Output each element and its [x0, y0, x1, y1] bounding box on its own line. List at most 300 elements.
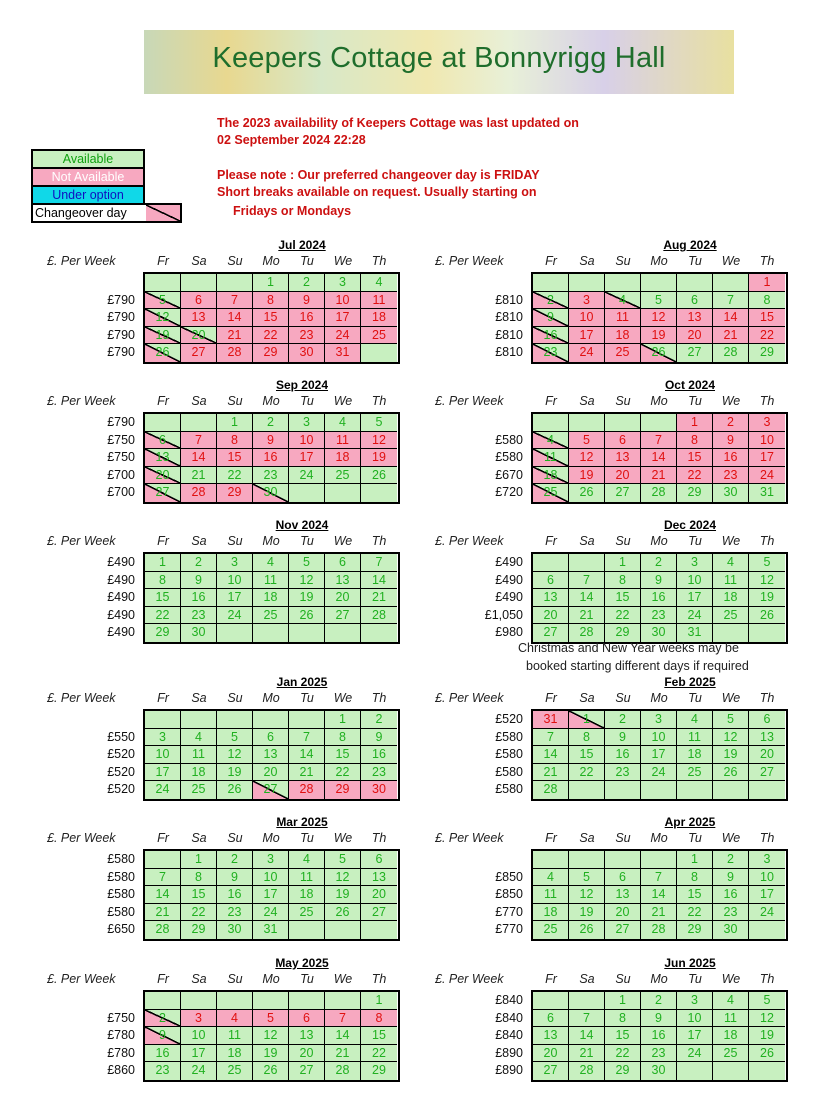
day-cell-empty [533, 554, 569, 572]
day-cell-available: 14 [641, 886, 677, 904]
day-column-header: Su [227, 831, 243, 845]
update-notice-line2: 02 September 2024 22:28 [217, 133, 366, 147]
day-cell-not-available: 25 [605, 344, 641, 362]
day-cell-not-available: 31 [325, 344, 361, 362]
day-cell-available: 18 [533, 904, 569, 922]
day-cell-empty [713, 624, 749, 642]
day-cell-available: 19 [253, 1045, 289, 1063]
weekly-price: £580 [495, 764, 523, 779]
week-row [145, 1045, 398, 1063]
week-row [145, 292, 398, 310]
day-cell-available: 16 [361, 746, 397, 764]
day-cell-available: 3 [253, 851, 289, 869]
day-cell-not-available: 15 [253, 309, 289, 327]
day-column-header: Mo [650, 831, 668, 845]
month-title-text: Apr 2025 [664, 815, 716, 829]
day-cell-not-available: 8 [361, 1010, 397, 1028]
month-day-grid [531, 849, 788, 941]
day-cell-available: 3 [641, 711, 677, 729]
day-cell-available: 13 [289, 1027, 325, 1045]
day-cell-empty [569, 414, 605, 432]
day-cell-empty [289, 711, 325, 729]
week-row [145, 484, 398, 502]
day-cell-changeover: 30 [253, 484, 289, 502]
day-column-header: We [333, 394, 353, 408]
day-cell-empty [325, 992, 361, 1010]
day-cell-available: 23 [217, 904, 253, 922]
day-cell-not-available: 8 [253, 292, 289, 310]
day-cell-available: 22 [325, 764, 361, 782]
day-cell-empty [253, 992, 289, 1010]
legend-under-option: Under option [31, 185, 145, 203]
day-cell-available: 25 [677, 764, 713, 782]
day-column-header: Th [371, 831, 387, 845]
weekly-price-column [31, 274, 135, 362]
day-cell-available: 22 [145, 607, 181, 625]
week-row [533, 992, 786, 1010]
day-cell-empty [217, 624, 253, 642]
month-calendar [419, 378, 789, 518]
day-cell-empty [361, 624, 397, 642]
weekly-price: £520 [495, 712, 523, 726]
weekly-price: £580 [495, 432, 523, 447]
day-cell-not-available: 3 [181, 1010, 217, 1028]
day-cell-changeover: 9 [145, 1027, 181, 1045]
day-cell-not-available: 1 [749, 274, 785, 292]
day-cell-available: 26 [749, 607, 785, 625]
day-column-header: Mo [262, 691, 280, 705]
day-column-header: Su [227, 691, 243, 705]
day-cell-changeover: 20 [145, 467, 181, 485]
footnote-line2: booked starting different days if required [526, 659, 749, 673]
day-cell-not-available: 21 [217, 327, 253, 345]
day-cell-available: 11 [533, 886, 569, 904]
day-cell-available: 24 [641, 764, 677, 782]
weekly-price: £890 [495, 1063, 523, 1077]
day-cell-available: 18 [289, 886, 325, 904]
day-cell-not-available: 18 [361, 309, 397, 327]
weekly-price: £790 [107, 327, 135, 342]
week-row [145, 554, 398, 572]
weekly-price: £490 [107, 607, 135, 622]
day-cell-not-available: 19 [361, 449, 397, 467]
day-cell-available: 17 [677, 589, 713, 607]
week-row [145, 607, 398, 625]
day-cell-available: 24 [217, 607, 253, 625]
weekly-price: £840 [495, 1010, 523, 1025]
weekly-price: £810 [495, 345, 523, 359]
weekly-price: £780 [107, 1045, 135, 1060]
day-cell-available: 17 [253, 886, 289, 904]
weekly-price: £860 [107, 1063, 135, 1077]
column-header-row [419, 691, 789, 707]
month-title-text: Dec 2024 [663, 518, 717, 532]
day-column-header: We [333, 972, 353, 986]
day-column-header: We [721, 831, 741, 845]
day-cell-empty [361, 921, 397, 939]
day-cell-available: 11 [289, 869, 325, 887]
day-cell-available: 1 [605, 992, 641, 1010]
week-row [533, 572, 786, 590]
day-cell-not-available: 10 [289, 432, 325, 450]
day-cell-available: 19 [325, 886, 361, 904]
day-cell-available: 19 [713, 746, 749, 764]
day-column-header: Tu [300, 394, 314, 408]
day-cell-available: 13 [605, 886, 641, 904]
price-column-header: £. Per Week [435, 534, 504, 548]
day-cell-available: 26 [253, 1062, 289, 1080]
day-cell-available: 21 [289, 764, 325, 782]
weekly-price: £840 [495, 1028, 523, 1042]
day-cell-available: 1 [325, 711, 361, 729]
day-cell-not-available: 19 [569, 467, 605, 485]
day-cell-available: 26 [361, 467, 397, 485]
day-cell-available: 8 [145, 572, 181, 590]
month-title-text: Jul 2024 [278, 238, 326, 252]
month-day-grid [143, 849, 400, 941]
day-cell-not-available: 14 [641, 449, 677, 467]
day-column-header: Th [759, 254, 775, 268]
day-cell-not-available: 24 [569, 344, 605, 362]
day-column-header: Fr [545, 534, 557, 548]
day-cell-available: 26 [289, 607, 325, 625]
day-cell-available: 17 [145, 764, 181, 782]
day-cell-changeover: 4 [605, 292, 641, 310]
week-row [145, 589, 398, 607]
week-row [533, 467, 786, 485]
legend-changeover [31, 203, 182, 223]
day-cell-changeover: 18 [533, 467, 569, 485]
legend-changeover-swatch [146, 205, 180, 221]
week-row [145, 309, 398, 327]
day-cell-available: 15 [361, 1027, 397, 1045]
weekly-price: £520 [107, 782, 135, 796]
day-cell-changeover: 1 [569, 711, 605, 729]
day-cell-not-available: 22 [749, 327, 785, 345]
day-cell-available: 28 [569, 624, 605, 642]
day-cell-available: 21 [569, 1045, 605, 1063]
month-title-text: May 2025 [275, 956, 329, 970]
day-cell-available: 4 [533, 869, 569, 887]
footnote-line1: Christmas and New Year weeks may be [518, 641, 739, 655]
day-cell-available: 16 [641, 589, 677, 607]
day-cell-empty [289, 992, 325, 1010]
day-column-header: Tu [300, 534, 314, 548]
weekly-price: £790 [107, 292, 135, 307]
week-row [533, 904, 786, 922]
month-day-grid [143, 272, 400, 364]
day-cell-not-available: 14 [217, 309, 253, 327]
day-cell-not-available: 14 [181, 449, 217, 467]
day-cell-available: 14 [533, 746, 569, 764]
day-cell-available: 16 [145, 1045, 181, 1063]
day-cell-available: 14 [569, 1027, 605, 1045]
day-cell-available: 17 [641, 746, 677, 764]
day-cell-available: 22 [361, 1045, 397, 1063]
weekly-price: £580 [107, 852, 135, 866]
day-cell-not-available: 15 [217, 449, 253, 467]
week-row [145, 886, 398, 904]
day-column-header: Sa [191, 831, 207, 845]
price-column-header: £. Per Week [435, 831, 504, 845]
weekly-price: £650 [107, 922, 135, 936]
day-cell-available: 11 [713, 1010, 749, 1028]
day-cell-available: 14 [361, 572, 397, 590]
day-cell-available: 16 [217, 886, 253, 904]
weekly-price: £850 [495, 887, 523, 901]
day-cell-available: 15 [569, 746, 605, 764]
week-row [145, 344, 398, 362]
weekly-price: £490 [107, 625, 135, 639]
month-calendar [419, 815, 789, 955]
week-row [533, 607, 786, 625]
weekly-price: £490 [107, 555, 135, 569]
day-cell-available: 31 [677, 624, 713, 642]
day-cell-available: 24 [181, 1062, 217, 1080]
week-row [145, 1027, 398, 1045]
day-cell-available: 1 [145, 554, 181, 572]
day-cell-not-available: 20 [677, 327, 713, 345]
weekly-price: £790 [107, 310, 135, 324]
day-cell-changeover: 5 [145, 292, 181, 310]
day-cell-not-available: 30 [289, 344, 325, 362]
month-day-grid [531, 272, 788, 364]
month-title [419, 378, 789, 392]
day-cell-available: 29 [181, 921, 217, 939]
week-row [533, 869, 786, 887]
day-cell-not-available: 2 [713, 414, 749, 432]
day-cell-available: 22 [605, 1045, 641, 1063]
day-cell-not-available: 19 [641, 327, 677, 345]
day-cell-available: 2 [217, 851, 253, 869]
weekly-price-column [31, 992, 135, 1080]
weekly-price: £520 [107, 764, 135, 779]
column-header-row [419, 254, 789, 270]
day-cell-available: 3 [289, 414, 325, 432]
day-cell-available: 26 [749, 1045, 785, 1063]
day-cell-not-available: 6 [289, 1010, 325, 1028]
day-cell-not-available: 7 [217, 292, 253, 310]
day-cell-available: 10 [677, 1010, 713, 1028]
day-cell-available: 19 [289, 589, 325, 607]
day-cell-available: 14 [289, 746, 325, 764]
day-cell-available: 27 [533, 624, 569, 642]
day-column-header: Sa [579, 831, 595, 845]
month-day-grid [531, 990, 788, 1082]
day-cell-available: 17 [749, 886, 785, 904]
day-column-header: Su [615, 972, 631, 986]
weekly-price: £580 [495, 747, 523, 761]
day-cell-available: 7 [569, 1010, 605, 1028]
weekly-price: £750 [107, 432, 135, 447]
day-cell-available: 10 [641, 729, 677, 747]
day-cell-available: 21 [145, 904, 181, 922]
day-column-header: Tu [688, 691, 702, 705]
day-cell-available: 30 [713, 484, 749, 502]
weekly-price: £490 [107, 590, 135, 604]
day-cell-available: 28 [641, 921, 677, 939]
day-cell-available: 3 [677, 554, 713, 572]
day-cell-available: 23 [641, 607, 677, 625]
day-cell-available: 8 [749, 292, 785, 310]
week-row [145, 414, 398, 432]
day-cell-empty [253, 624, 289, 642]
price-column-header: £. Per Week [435, 691, 504, 705]
day-cell-available: 1 [217, 414, 253, 432]
week-row [533, 1062, 786, 1080]
price-column-header: £. Per Week [47, 831, 116, 845]
weekly-price: £580 [107, 869, 135, 884]
day-column-header: Tu [300, 972, 314, 986]
weekly-price: £890 [495, 1045, 523, 1060]
day-cell-empty [217, 711, 253, 729]
weekly-price: £850 [495, 869, 523, 884]
day-column-header: Su [615, 831, 631, 845]
month-day-grid [531, 552, 788, 644]
day-cell-available: 22 [569, 764, 605, 782]
weekly-price-column [419, 274, 523, 362]
day-cell-available: 6 [533, 572, 569, 590]
weekly-price: £780 [107, 1028, 135, 1042]
day-cell-changeover: 2 [533, 292, 569, 310]
day-cell-available: 22 [217, 467, 253, 485]
day-cell-available: 15 [605, 1027, 641, 1045]
update-notice-line1: The 2023 availability of Keepers Cottage was last updated on [217, 116, 579, 130]
weekly-price: £720 [495, 485, 523, 499]
month-day-grid [143, 552, 400, 644]
day-cell-available: 8 [325, 729, 361, 747]
day-cell-empty [533, 414, 569, 432]
day-cell-empty [713, 1062, 749, 1080]
day-column-header: Sa [191, 972, 207, 986]
price-column-header: £. Per Week [47, 691, 116, 705]
day-cell-not-available: 23 [289, 327, 325, 345]
day-cell-available: 15 [145, 589, 181, 607]
month-calendar [31, 815, 401, 955]
day-cell-available: 15 [325, 746, 361, 764]
month-calendar [419, 238, 789, 378]
day-cell-available: 28 [533, 781, 569, 799]
day-cell-empty [569, 554, 605, 572]
day-cell-available: 25 [325, 467, 361, 485]
day-column-header: Fr [157, 972, 169, 986]
day-cell-available: 21 [325, 1045, 361, 1063]
day-cell-empty [181, 274, 217, 292]
day-cell-available: 28 [145, 921, 181, 939]
day-cell-available: 10 [749, 869, 785, 887]
day-cell-available: 27 [677, 344, 713, 362]
week-row [533, 292, 786, 310]
day-cell-available: 4 [325, 414, 361, 432]
day-cell-not-available: 18 [605, 327, 641, 345]
day-column-header: Mo [262, 831, 280, 845]
day-cell-empty [569, 274, 605, 292]
day-cell-available: 8 [605, 572, 641, 590]
day-column-header: Tu [300, 691, 314, 705]
day-cell-not-available: 11 [605, 309, 641, 327]
month-calendar [419, 518, 789, 658]
legend [31, 149, 180, 223]
day-column-header: We [333, 254, 353, 268]
day-cell-changeover: 26 [145, 344, 181, 362]
day-cell-available: 5 [325, 851, 361, 869]
day-column-header: Th [371, 394, 387, 408]
day-cell-available: 14 [569, 589, 605, 607]
day-cell-available: 27 [289, 1062, 325, 1080]
day-cell-available: 13 [325, 572, 361, 590]
weekly-price: £580 [107, 904, 135, 919]
day-cell-available: 4 [289, 851, 325, 869]
day-cell-not-available: 25 [361, 327, 397, 345]
day-cell-not-available: 3 [749, 414, 785, 432]
day-cell-available: 5 [217, 729, 253, 747]
day-cell-empty [641, 414, 677, 432]
day-cell-not-available: 3 [569, 292, 605, 310]
day-cell-available: 13 [533, 1027, 569, 1045]
day-cell-available: 20 [605, 904, 641, 922]
day-cell-available: 13 [361, 869, 397, 887]
weekly-price-column [419, 414, 523, 502]
day-cell-not-available: 1 [677, 414, 713, 432]
day-cell-available: 20 [289, 1045, 325, 1063]
day-cell-available: 15 [677, 886, 713, 904]
day-cell-changeover: 9 [533, 309, 569, 327]
day-column-header: Tu [300, 831, 314, 845]
day-cell-available: 29 [677, 921, 713, 939]
day-cell-changeover: 6 [145, 432, 181, 450]
day-cell-empty [713, 781, 749, 799]
day-column-header: Th [759, 691, 775, 705]
day-column-header: Sa [579, 254, 595, 268]
week-row [533, 886, 786, 904]
day-cell-empty [749, 1062, 785, 1080]
day-cell-not-available: 16 [713, 449, 749, 467]
day-column-header: Tu [688, 534, 702, 548]
day-column-header: Su [227, 254, 243, 268]
day-cell-empty [145, 414, 181, 432]
week-row [533, 414, 786, 432]
column-header-row [419, 972, 789, 988]
day-cell-not-available: 16 [289, 309, 325, 327]
day-cell-available: 25 [533, 921, 569, 939]
day-cell-empty [325, 484, 361, 502]
day-cell-empty [145, 711, 181, 729]
day-cell-empty [641, 851, 677, 869]
day-cell-available: 11 [181, 746, 217, 764]
day-cell-not-available: 22 [677, 467, 713, 485]
weekly-price-column [419, 851, 523, 939]
price-column-header: £. Per Week [47, 394, 116, 408]
day-cell-empty [289, 484, 325, 502]
day-column-header: Su [227, 394, 243, 408]
title-banner [144, 30, 734, 94]
day-cell-not-available: 4 [217, 1010, 253, 1028]
day-cell-not-available: 21 [713, 327, 749, 345]
price-column-header: £. Per Week [435, 972, 504, 986]
day-cell-available: 4 [361, 274, 397, 292]
day-cell-available: 9 [641, 1010, 677, 1028]
weekly-price: £1,050 [484, 607, 523, 622]
day-column-header: Th [371, 534, 387, 548]
day-column-header: Mo [262, 394, 280, 408]
day-cell-changeover: 20 [181, 327, 217, 345]
day-cell-changeover: 27 [253, 781, 289, 799]
day-column-header: Sa [191, 534, 207, 548]
day-cell-available: 2 [713, 851, 749, 869]
day-cell-available: 21 [533, 764, 569, 782]
day-cell-available: 17 [677, 1027, 713, 1045]
day-column-header: Fr [545, 691, 557, 705]
